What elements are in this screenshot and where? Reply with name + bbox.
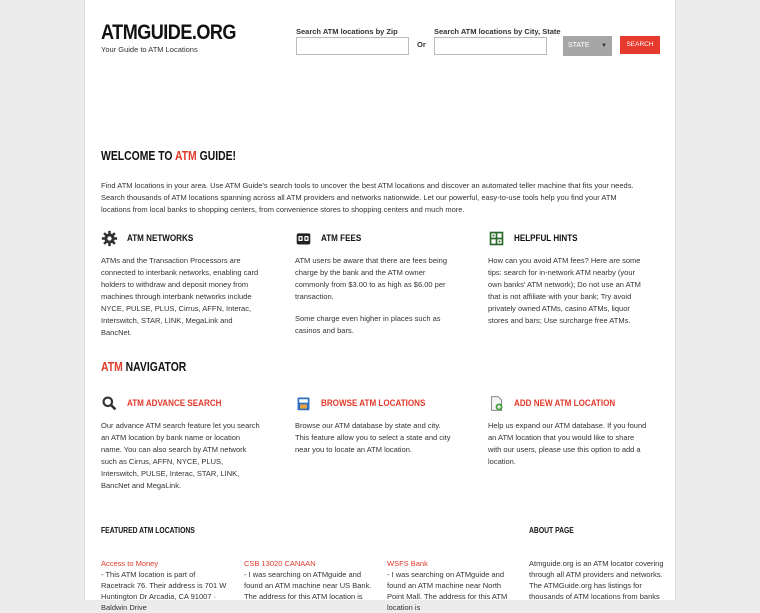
feature-helpful-hints <box>488 229 648 327</box>
navigator-add <box>488 394 648 468</box>
featured-desc: - I was searching on ATMguide and found an ATM machine near North Point Mall. The address for this ATM location is <box>387 570 508 612</box>
navigator-browse <box>295 394 455 456</box>
feature-title: ATM FEES <box>321 232 362 244</box>
site-logo[interactable] <box>101 22 258 54</box>
welcome-text: Find ATM locations in your area. Use ATM Guide's search tools to uncover the best ATM locations and discover an automated teller machine that fits your needs. Search thousands of ATM locations spanning across all ATM providers and networks nationwide. Let our powerful, easy-to-use tools help you find your ATM locations from local banks to shopping centers, from convenience stores to shopping centers and much more. <box>101 181 634 214</box>
feature-title: HELPFUL HINTS <box>514 232 578 244</box>
hints-icon <box>488 230 505 247</box>
feature-atm-fees <box>295 229 455 337</box>
welcome-title-start: WELCOME TO <box>101 148 175 163</box>
wallet-icon <box>295 230 312 247</box>
featured-title: FEATURED ATM LOCATIONS <box>101 526 195 535</box>
about-text: Atmguide.org is an ATM locator covering through all ATM providers and networks. The ATMGuide.org has listings for thousands of ATM locations from banks <box>529 559 664 601</box>
advance-search-link[interactable]: ATM ADVANCE SEARCH <box>127 397 222 409</box>
welcome-title-accent: ATM <box>174 148 197 163</box>
welcome-title-end: GUIDE! <box>196 148 237 163</box>
featured-link[interactable]: Access to Money <box>101 559 159 568</box>
featured-desc: - I was searching on ATMguide and found an ATM machine near US Bank. The address for this ATM location is <box>244 570 372 601</box>
navigator-text: Our advance ATM search feature let you search an ATM location by bank name or location name. You can also search by ATM network such as Cirrus, AFFN, NYCE, PLUS, Interswitch, PULSE, Interac, STAR, LINK, BancNet and MegaLink. <box>101 421 260 490</box>
navigator-advance-search <box>101 394 261 492</box>
state-select[interactable] <box>563 36 612 56</box>
navigator-text: Browse our ATM database by state and city. This feature allow you to select a state and city near you to locate an ATM location. <box>295 421 451 454</box>
magnifier-icon <box>101 395 118 412</box>
featured-item <box>387 558 517 613</box>
feature-text: Some charge even higher in places such as casinos and bars. <box>295 314 441 335</box>
logo-text: ATMGUIDE.ORG <box>101 21 236 44</box>
featured-item <box>244 558 374 602</box>
navigator-title <box>101 359 186 374</box>
page-container <box>84 0 676 612</box>
welcome-title <box>101 148 236 163</box>
browse-icon <box>295 395 312 412</box>
browse-locations-link[interactable]: BROWSE ATM LOCATIONS <box>321 397 426 409</box>
city-search-input[interactable] <box>434 37 547 55</box>
zip-search-input[interactable] <box>296 37 409 55</box>
add-location-link[interactable]: ADD NEW ATM LOCATION <box>514 397 616 409</box>
featured-desc: - This ATM location is part of Racetrack 76. Their address is 701 W Huntington Dr Arcadia, CA 91007 · Baldwin Drive <box>101 570 227 612</box>
logo-tagline: Your Guide to ATM Locations <box>101 45 198 54</box>
feature-text: ATMs and the Transaction Processors are connected to interbank networks, enabling card holders to withdraw and deposit money from machines through interbank networks include NYCE, PULSE, PLUS, Cirrus, AFFN, Interac, Interswitch, STAR, LINK, MegaLink and BancNet. <box>101 256 259 337</box>
add-document-icon <box>488 395 505 412</box>
featured-item <box>101 558 231 613</box>
zip-search-label: Search ATM locations by Zip <box>296 27 398 36</box>
feature-title: ATM NETWORKS <box>127 232 194 244</box>
navigator-title-accent: ATM <box>101 359 123 374</box>
navigator-text: Help us expand our ATM database. If you found an ATM location that you would like to share with our users, please use this option to add a location. <box>488 421 647 466</box>
search-button[interactable]: SEARCH <box>620 36 660 54</box>
or-label: Or <box>417 40 426 49</box>
feature-atm-networks <box>101 229 261 339</box>
city-search-label: Search ATM locations by City, State <box>434 27 561 36</box>
chevron-down-icon: ▼ <box>601 43 607 49</box>
feature-text: ATM users be aware that there are fees being charge by the bank and the ATM owner commonly from $3.00 to as high as $6.00 per transaction. <box>295 256 448 301</box>
featured-link[interactable]: CSB 13020 CANAAN <box>244 559 316 568</box>
state-select-value: STATE <box>568 42 590 49</box>
about-title: ABOUT PAGE <box>529 526 574 535</box>
gear-icon <box>101 230 118 247</box>
navigator-title-end: NAVIGATOR <box>122 359 187 374</box>
feature-text: How can you avoid ATM fees? Here are some tips: search for in-network ATM nearby (your own banks' ATM network); Do not use an ATM that is not affiliate with your bank; Try avoid privately owned ATMs, casino ATMs, liquor stores and bars; Use surcharge free ATMs. <box>488 256 641 325</box>
featured-link[interactable]: WSFS Bank <box>387 559 428 568</box>
